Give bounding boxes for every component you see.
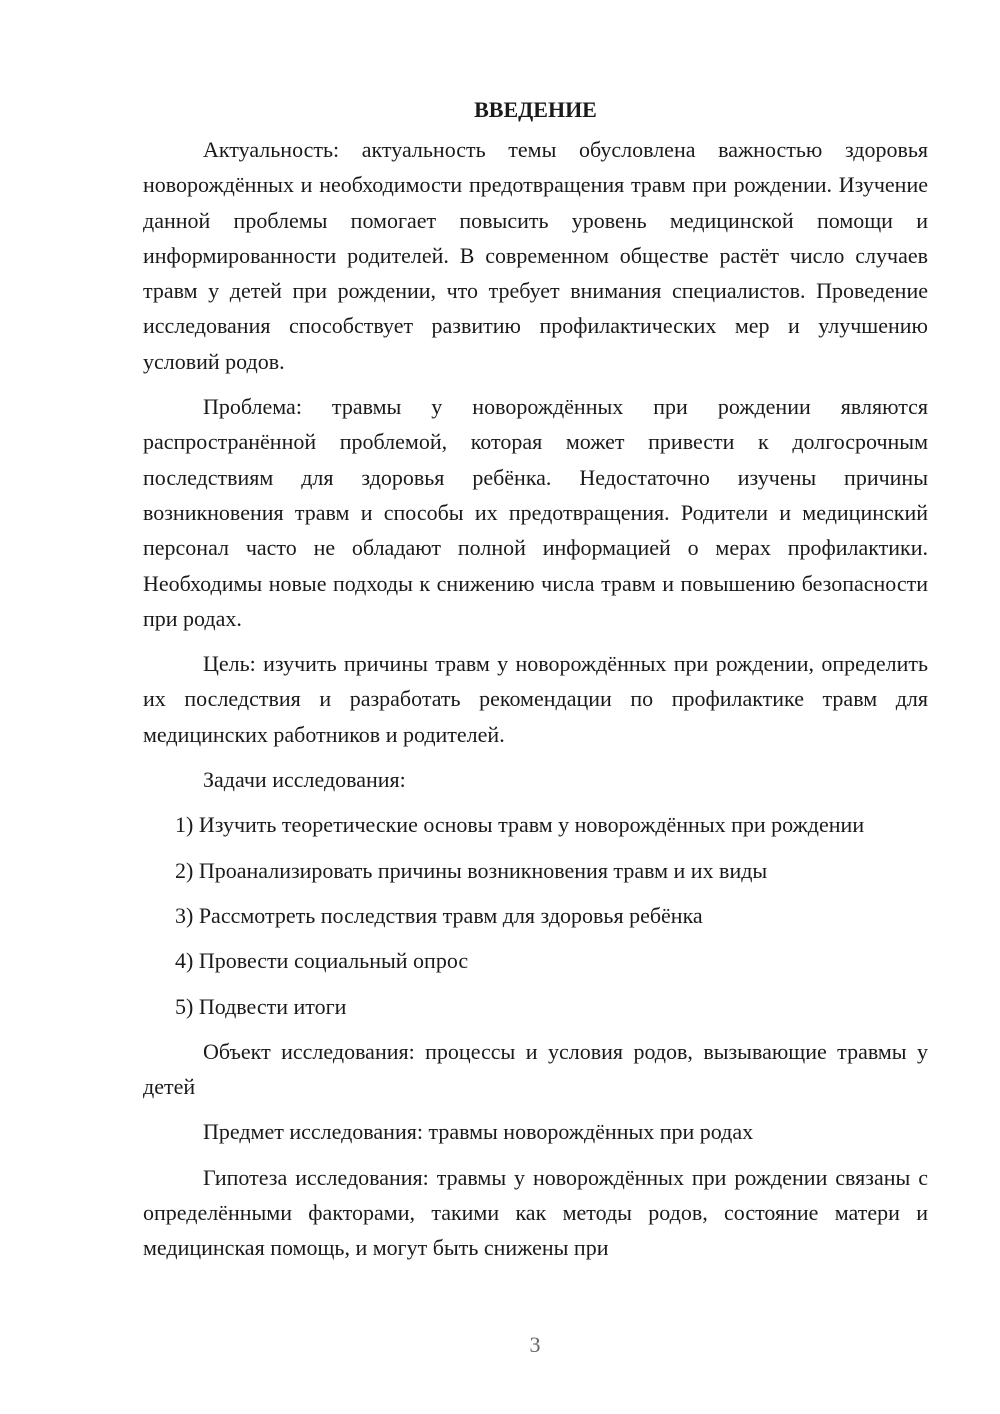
task-item: 1) Изучить теоретические основы травм у новорождённых при рождении (175, 812, 865, 838)
hypothesis-paragraph: Гипотеза исследования: травмы у новорождённых при рождении связаны с определёнными факторами, такими как методы родов, состояние матери и медицинская помощь, и могут быть снижены при (143, 1164, 928, 1261)
section-title: ВВЕДЕНИЕ (474, 97, 597, 122)
task-item: 3) Рассмотреть последствия травм для здоровья ребёнка (175, 902, 703, 928)
goal-paragraph: Цель: изучить причины травм у новорождённых при рождении, определить их последствия и разработать рекомендации по профилактике травм для медицинских работников и родителей. (143, 651, 928, 747)
relevance-paragraph: Актуальность: актуальность темы обусловлена важностью здоровья новорождённых и необходимости предотвращения травм при рождении. Изучение данной проблемы помогает повысить уровень медицинской помощи и информированности родителей. В современном обществе растёт число случаев травм у детей при рождении, что требует внимания специалистов. Проведение исследования способствует развитию профилактических мер и улучшению условий родов. (143, 137, 928, 374)
page-number: 3 (529, 1332, 541, 1357)
problem-paragraph: Проблема: травмы у новорождённых при рождении являются распространённой проблемой, которая может привести к долгосрочным последствиям для здоровья ребёнка. Недостаточно изучены причины возникновения травм и способы их предотвращения. Родители и медицинский персонал часто не обладают полной информацией о мерах профилактики. Необходимы новые подходы к снижению числа травм и повышению безопасности при родах. (143, 394, 928, 631)
task-item: 2) Проанализировать причины возникновения травм и их виды (175, 857, 768, 883)
tasks-heading: Задачи исследования: (203, 767, 406, 793)
task-item: 5) Подвести итоги (175, 993, 347, 1019)
task-item: 4) Провести социальный опрос (175, 948, 469, 974)
subject-paragraph: Предмет исследования: травмы новорождённых при родах (203, 1119, 754, 1145)
document-page (143, 92, 928, 1276)
tasks-list (143, 807, 928, 1023)
object-paragraph: Объект исследования: процессы и условия родов, вызывающие травмы у детей (143, 1038, 928, 1100)
